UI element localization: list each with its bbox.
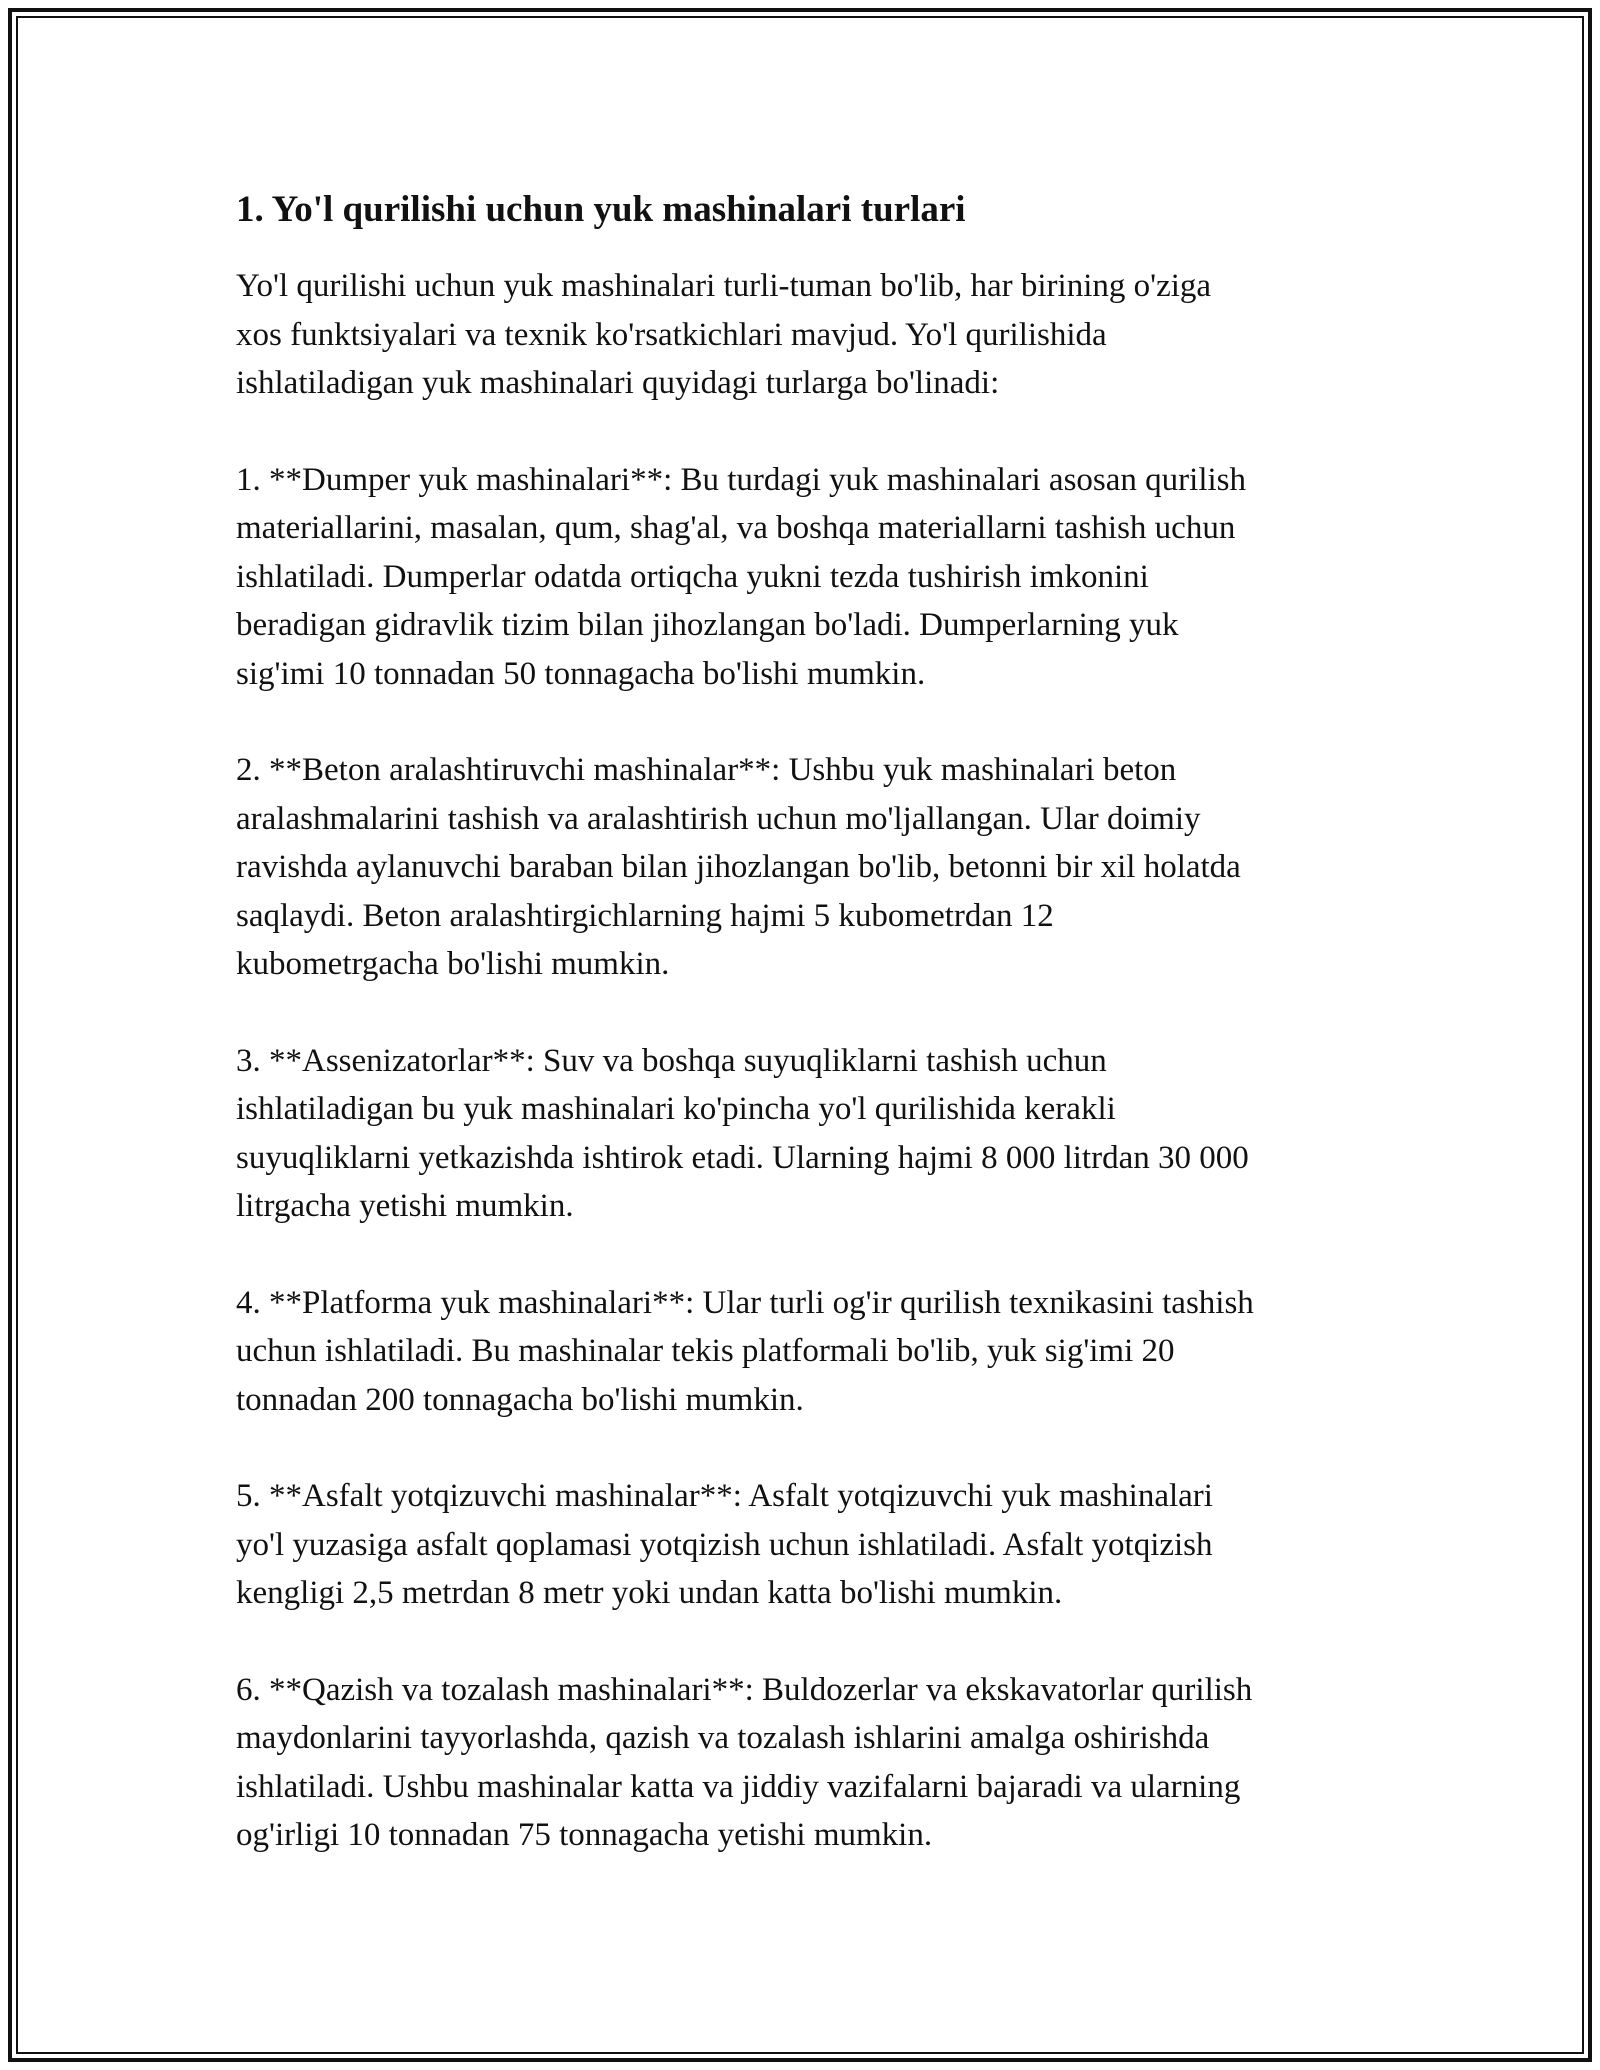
list-item-excavation: 6. **Qazish va tozalash mashinalari**: Buldozerlar va ekskavatorlar qurilish maydonlarini tayyorlashda, qazish va tozalash ishlarini amalga oshirishda ishlatiladi. Ushbu mashinalar katta va jiddiy vazifalarni bajaradi va ularning og'irligi 10 tonnadan 75 tonnagacha yetishi mumkin. <box>236 1671 1253 1853</box>
intro-paragraph: Yo'l qurilishi uchun yuk mashinalari turli-tuman bo'lib, har birining o'ziga xos funktsiyalari va texnik ko'rsatkichlari mavjud. Yo'l qurilishida ishlatiladigan yuk mashinalari quyidagi turlarga bo'linadi: <box>236 268 1212 401</box>
list-item-dumper: 1. **Dumper yuk mashinalari**: Bu turdagi yuk mashinalari asosan qurilish materiallarini, masalan, qum, shag'al, va boshqa materiallarni tashish uchun ishlatiladi. Dumperlar odatda ortiqcha yukni tezda tushirish imkonini beradigan gidravlik tizim bilan jihozlangan bo'ladi. Dumperlarning yuk sig'imi 10 tonnadan 50 tonnagacha bo'lishi mumkin. <box>236 461 1246 692</box>
list-item-concrete-mixer: 2. **Beton aralashtiruvchi mashinalar**: Ushbu yuk mashinalari beton aralashmalarini tashish va aralashtirish uchun mo'ljallangan. Ular doimiy ravishda aylanuvchi baraban bilan jihozlangan bo'lib, betonni bir xil holatda saqlaydi. Beton aralashtirgichlarning hajmi 5 kubometrdan 12 kubometrgacha bo'lishi mumkin. <box>236 752 1241 982</box>
section-heading: 1. Yo'l qurilishi uchun yuk mashinalari turlari <box>236 189 966 230</box>
list-item-tanker: 3. **Assenizatorlar**: Suv va boshqa suyuqliklarni tashish uchun ishlatiladigan bu yuk mashinalari ko'pincha yo'l qurilishida kerakli suyuqliklarni yetkazishda ishtirok etadi. Ularning hajmi 8 000 litrdan 30 000 litrgacha yetishi mumkin. <box>236 1042 1249 1224</box>
document-body <box>236 186 1376 1908</box>
list-item-platform: 4. **Platforma yuk mashinalari**: Ular turli og'ir qurilish texnikasini tashish uchun ishlatiladi. Bu mashinalar tekis platformali bo'lib, yuk sig'imi 20 tonnadan 200 tonnagacha bo'lishi mumkin. <box>236 1284 1254 1418</box>
list-item-asphalt: 5. **Asfalt yotqizuvchi mashinalar**: Asfalt yotqizuvchi yuk mashinalari yo'l yuzasiga asfalt qoplamasi yotqizish uchun ishlatiladi. Asfalt yotqizish kengligi 2,5 metrdan 8 metr yoki undan katta bo'lishi mumkin. <box>236 1478 1213 1611</box>
